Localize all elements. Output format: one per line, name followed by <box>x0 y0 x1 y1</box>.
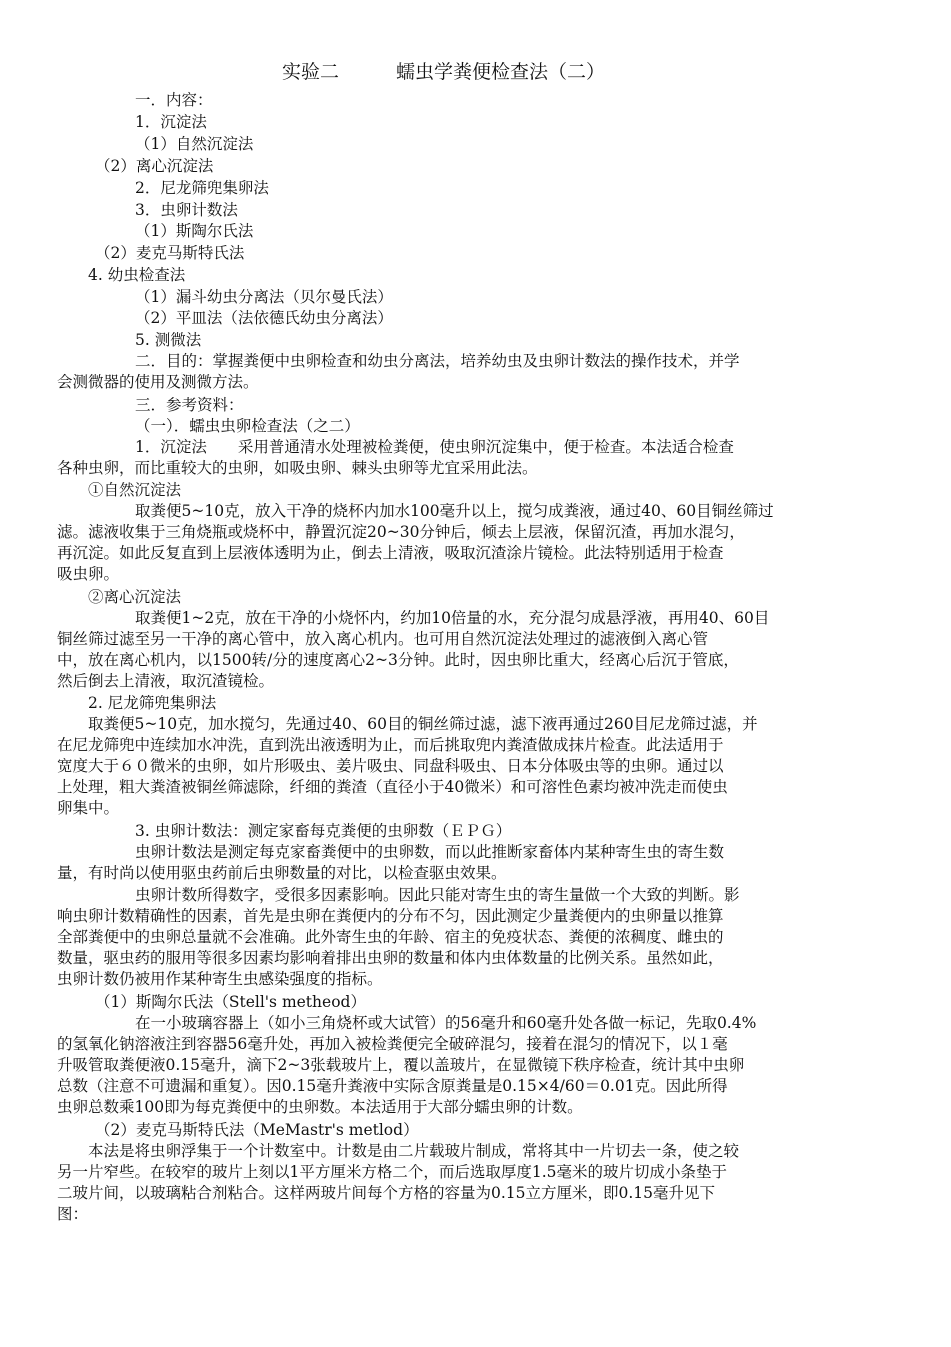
text-line: 2. 尼龙筛兜集卵法 <box>88 694 217 712</box>
text-line: 二玻片间，以玻璃粘合剂粘合。这样两玻片间每个方格的容量为0.15立方厘米，即0.15毫升见下 <box>57 1184 716 1202</box>
text-line: 三．参考资料： <box>135 396 244 414</box>
text-line: 吸虫卵。 <box>57 565 120 583</box>
text-line: 上处理，粗大粪渣被铜丝筛滤除，纤细的粪渣（直径小于40微米）和可溶性色素均被冲洗走而使虫 <box>57 778 728 796</box>
text-line: 1．沉淀法 <box>135 113 207 131</box>
text-line: 一．内容： <box>135 91 213 109</box>
text-line: 总数（注意不可遗漏和重复）。因0.15毫升粪液中实际含原粪量是0.15×4/60＝0.01克。因此所得 <box>57 1077 728 1095</box>
text-line: 2．尼龙筛兜集卵法 <box>135 179 269 197</box>
text-line: 量，有时尚以使用驱虫药前后虫卵数量的对比，以检查驱虫效果。 <box>57 864 507 882</box>
text-line: ②离心沉淀法 <box>88 588 182 606</box>
text-line: 取粪便5~10克，放入干净的烧杯内加水100毫升以上，搅匀成粪液，通过40、60目铜丝筛过 <box>135 502 774 520</box>
text-line: （1）斯陶尔氏法（Stell's metheod） <box>95 993 366 1011</box>
text-line: （2）离心沉淀法 <box>95 157 214 175</box>
text-line: 本法是将虫卵浮集于一个计数室中。计数是由二片载玻片制成，常将其中一片切去一条，使之较 <box>88 1142 740 1160</box>
text-line: （1）斯陶尔氏法 <box>135 222 254 240</box>
text-line: 虫卵计数仍被用作某种寄生虫感染强度的指标。 <box>57 970 383 988</box>
text-line: 3．虫卵计数法 <box>135 201 238 219</box>
text-line: 卵集中。 <box>57 799 120 817</box>
text-line: （1）自然沉淀法 <box>135 135 254 153</box>
text-line: 取粪便1~2克，放在干净的小烧怀内，约加10倍量的水，充分混匀成悬浮液，再用40、60目 <box>135 609 770 627</box>
text-line: 在尼龙筛兜中连续加水冲洗，直到洗出液透明为止，而后挑取兜内粪渣做成抹片检查。此法适用于 <box>57 736 724 754</box>
text-line: 中，放在离心机内，以1500转/分的速度离心2~3分钟。此时，因虫卵比重大，经离心后沉于管底， <box>57 651 739 669</box>
text-line: 数量，驱虫药的服用等很多因素均影响着排出虫卵的数量和体内虫体数量的比例关系。虽然如此， <box>57 949 724 967</box>
text-line: 虫卵总数乘100即为每克粪便中的虫卵数。本法适用于大部分蠕虫卵的计数。 <box>57 1098 583 1116</box>
text-line: 3. 虫卵计数法：测定家畜每克粪便的虫卵数（ＥＰＧ） <box>135 822 512 840</box>
text-line: 再沉淀。如此反复直到上层液体透明为止，倒去上清液，吸取沉渣涂片镜检。此法特别适用于检查 <box>57 544 724 562</box>
text-line: 虫卵计数法是测定每克家畜粪便中的虫卵数，而以此推断家畜体内某种寄生虫的寄生数 <box>135 843 725 861</box>
text-line: 虫卵计数所得数字，受很多因素影响。因此只能对寄生虫的寄生量做一个大致的判断。影 <box>135 886 740 904</box>
text-line: 另一片窄些。在较窄的玻片上刻以1平方厘米方格二个，而后选取厚度1.5毫米的玻片切成小条垫于 <box>57 1163 728 1181</box>
text-line: （2）平皿法（法依德氏幼虫分离法） <box>135 309 393 327</box>
text-line: （2）麦克马斯特氏法 <box>95 244 245 262</box>
text-line: 的氢氧化钠溶液注到容器56毫升处，再加入被检粪便完全破碎混匀，接着在混匀的情况下，以１毫 <box>57 1035 728 1053</box>
text-line: 1．沉淀法 采用普通清水处理被检粪便，使虫卵沉淀集中，便于检查。本法适合检查 <box>135 438 734 456</box>
document-title: 实验二 蠕虫学粪便检查法（二） <box>282 61 606 83</box>
text-line: ①自然沉淀法 <box>88 481 182 499</box>
text-line: 响虫卵计数精确性的因素，首先是虫卵在粪便内的分布不匀，因此测定少量粪便内的虫卵量以推算 <box>57 907 724 925</box>
text-line: （一）．蠕虫虫卵检查法（之二） <box>135 417 360 435</box>
text-line: 会测微器的使用及测微方法。 <box>57 373 259 391</box>
text-line: 4. 幼虫检查法 <box>88 266 186 284</box>
text-line: （1）漏斗幼虫分离法（贝尔曼氏法） <box>135 288 393 306</box>
text-line: 取粪便5~10克，加水搅匀，先通过40、60目的铜丝筛过滤，滤下液再通过260目尼龙筛过滤，并 <box>88 715 758 733</box>
text-line: 二．目的：掌握粪便中虫卵检查和幼虫分离法，培养幼虫及虫卵计数法的操作技术，并学 <box>135 352 740 370</box>
text-line: 宽度大于６０微米的虫卵，如片形吸虫、姜片吸虫、同盘科吸虫、日本分体吸虫等的虫卵。通过以 <box>57 757 724 775</box>
text-line: 升吸管取粪便液0.15毫升，滴下2~3张载玻片上，覆以盖玻片，在显微镜下秩序检查，统计其中虫卵 <box>57 1056 745 1074</box>
text-line: 各种虫卵，而比重较大的虫卵，如吸虫卵、棘头虫卵等尤宜采用此法。 <box>57 459 538 477</box>
text-line: 全部粪便中的虫卵总量就不会准确。此外寄生虫的年龄、宿主的免疫状态、粪便的浓稠度、雌虫的 <box>57 928 724 946</box>
text-line: 铜丝筛过滤至另一干净的离心管中，放入离心机内。也可用自然沉淀法处理过的滤液倒入离心管 <box>57 630 709 648</box>
text-line: 然后倒去上清液，取沉渣镜检。 <box>57 672 275 690</box>
text-line: 5. 测微法 <box>135 331 202 349</box>
text-line: 滤。滤液收集于三角烧瓶或烧杯中，静置沉淀20~30分钟后，倾去上层液，保留沉渣，再加水混匀， <box>57 523 745 541</box>
text-line: （2）麦克马斯特氏法（MeMastr's metlod） <box>95 1121 419 1139</box>
text-line: 图： <box>57 1205 89 1223</box>
text-line: 在一小玻璃容器上（如小三角烧杯或大试管）的56毫升和60毫升处各做一标记，先取0.4% <box>135 1014 757 1032</box>
